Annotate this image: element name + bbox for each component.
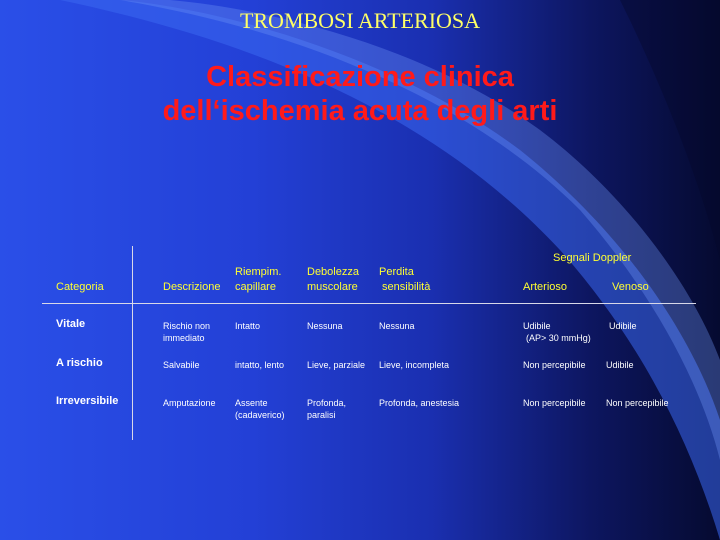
row-a-rischio-arterioso: Non percepibile (523, 360, 586, 370)
row-irreversibile-perdita: Profonda, anestesia (379, 398, 460, 408)
title-line-2: dell‘ischemia acuta degli arti (162, 95, 558, 127)
row-a-rischio-perdita: Lieve, incompleta (379, 360, 450, 370)
col-header-riempim-line2: capillare (235, 281, 276, 293)
row-vitale-arterioso-line1: Udibile (523, 321, 551, 331)
row-vitale-perdita: Nessuna (379, 321, 415, 331)
col-header-debolezza-line2: muscolare (307, 281, 358, 293)
row-irreversibile-descrizione: Amputazione (163, 398, 216, 408)
col-header-perdita-line1: Perdita (379, 266, 414, 278)
row-a-rischio-categoria: A rischio (56, 357, 103, 369)
title-line-1: Classificazione clinica (206, 61, 514, 93)
row-irreversibile-debolezza-line2: paralisi (307, 410, 336, 420)
row-vitale-debolezza: Nessuna (307, 321, 343, 331)
col-header-categoria: Categoria (56, 281, 104, 293)
row-irreversibile-riempim-line2: (cadaverico) (235, 410, 285, 420)
row-vitale-categoria: Vitale (56, 318, 86, 330)
col-header-debolezza-line1: Debolezza (307, 266, 359, 278)
row-irreversibile-debolezza-line1: Profonda, (307, 398, 347, 408)
row-a-rischio-venoso: Udibile (606, 360, 634, 370)
slide-title (60, 60, 660, 128)
row-vitale-arterioso-line2: (AP> 30 mmHg) (526, 333, 591, 343)
col-header-arterioso: Arterioso (523, 281, 568, 293)
col-header-venoso: Venoso (612, 281, 649, 293)
row-a-rischio-riempim: intatto, lento (235, 360, 285, 370)
table-vertical-divider (132, 246, 133, 440)
row-irreversibile-categoria: Irreversibile (56, 395, 119, 407)
col-header-perdita-line2: sensibilità (379, 281, 431, 293)
col-header-riempim-line1: Riempim. (235, 266, 282, 278)
slide-header: TROMBOSI ARTERIOSA (239, 8, 481, 33)
row-vitale-riempim: Intatto (235, 321, 261, 331)
col-header-descrizione: Descrizione (163, 281, 221, 293)
row-vitale-descrizione-line2: immediato (163, 333, 205, 343)
row-vitale-venoso: Udibile (609, 321, 637, 331)
row-irreversibile-arterioso: Non percepibile (523, 398, 586, 408)
row-a-rischio-debolezza: Lieve, parziale (307, 360, 366, 370)
row-irreversibile-venoso: Non percepibile (606, 398, 669, 408)
doppler-group-header: Segnali Doppler (553, 252, 632, 264)
row-irreversibile-riempim-line1: Assente (235, 398, 268, 408)
row-vitale-descrizione-line1: Rischio non (163, 321, 211, 331)
row-a-rischio-descrizione: Salvabile (163, 360, 200, 370)
table-horizontal-divider (42, 303, 696, 304)
